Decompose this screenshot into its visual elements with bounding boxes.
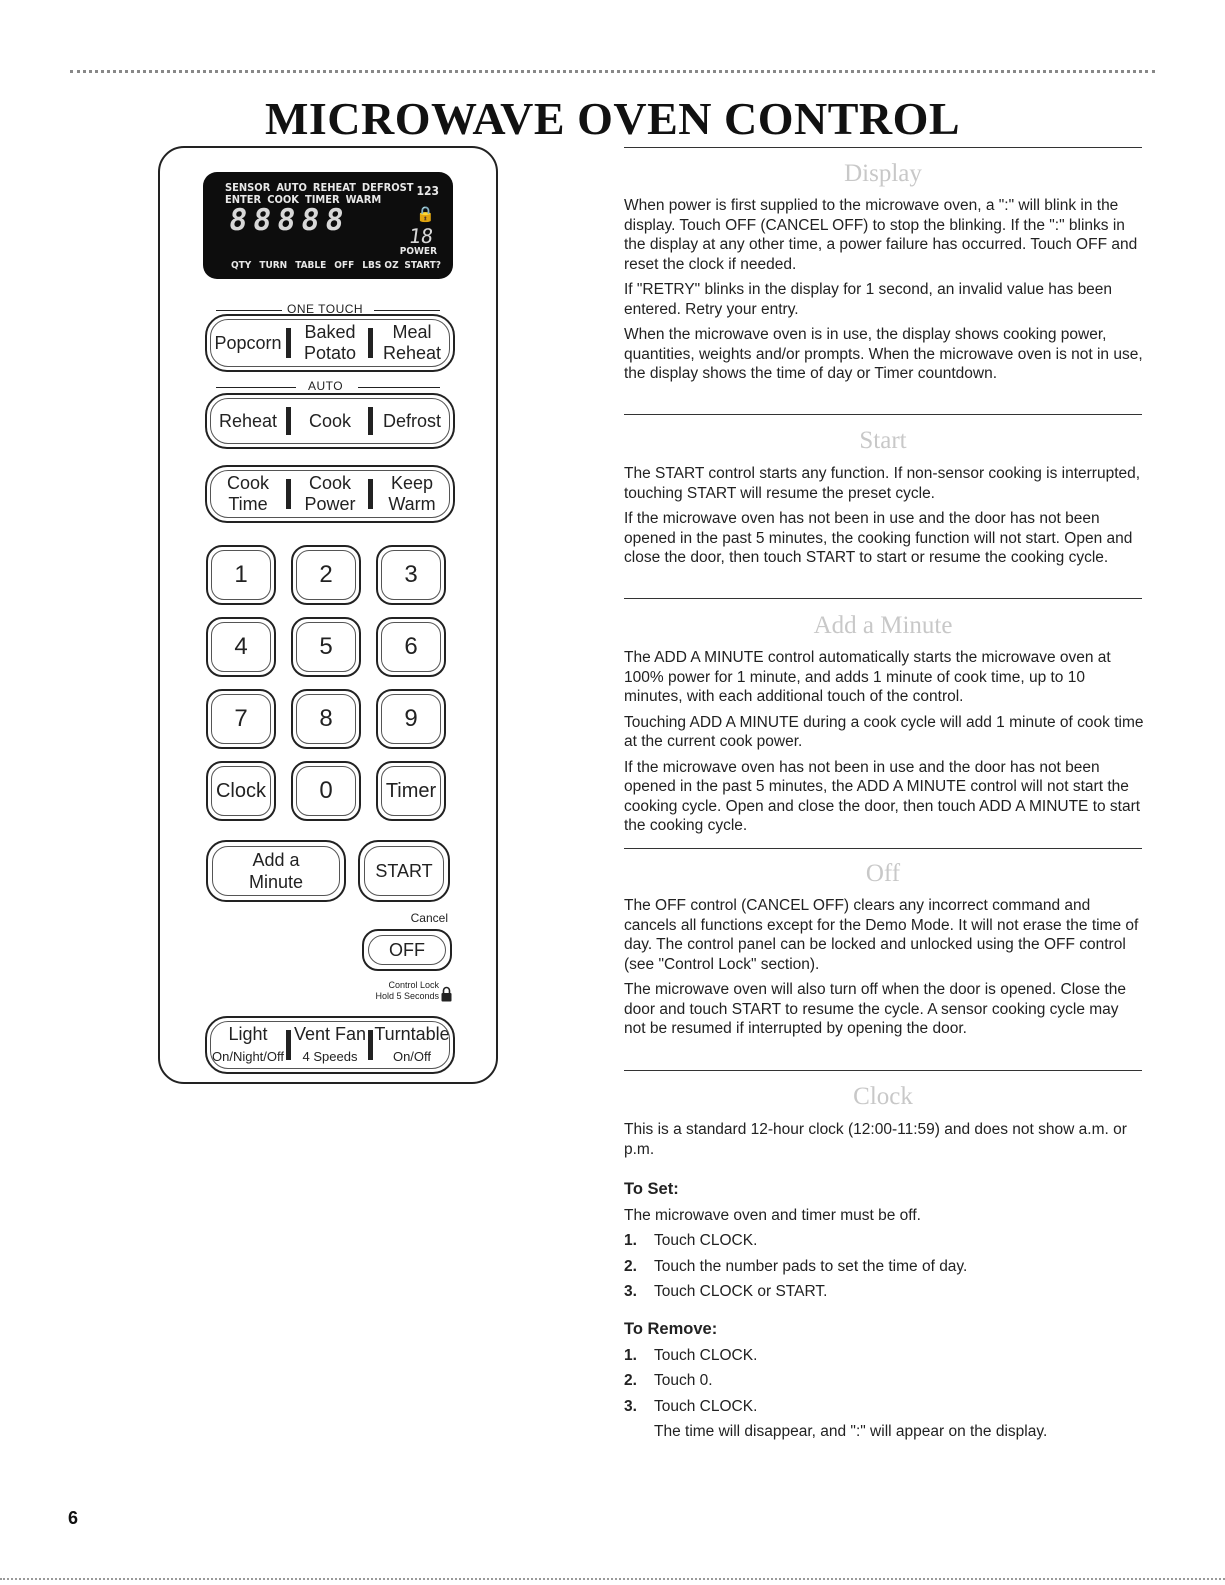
baked-potato-button[interactable] [289,316,371,370]
clock-paragraph-1: This is a standard 12-hour clock (12:00-11:59) and does not show a.m. or p.m. [624,1121,1127,1158]
start-section [624,464,1144,574]
timer-button[interactable] [376,761,446,821]
key-7-label: 7 [234,705,248,732]
display-label-warm: WARM [345,193,382,206]
display-label-start: START? [404,260,441,271]
off-paragraph-1: The OFF control (CANCEL OFF) clears any incorrect command and cancels all functions except for the Demo Mode. It will not erase the time of day. The control panel can be locked and unlocked using the OFF control (see "Control Lock" section). [624,897,1139,973]
key-2-label: 2 [319,561,333,588]
light-label: Light [228,1024,268,1044]
key-2-button[interactable] [291,545,361,605]
key-9-label: 9 [404,705,418,732]
add-a-label: Add a [252,850,300,870]
cook-time-label-2: Time [228,494,268,514]
turntable-button[interactable] [371,1018,453,1072]
add-minute-section [624,648,1144,842]
baked-label: Baked [304,322,356,342]
display-paragraph-2: If "RETRY" blinks in the display for 1 second, an invalid value has been entered. Retry your entry. [624,281,1113,318]
bottom-controls-group [205,1016,455,1074]
add-minute-paragraph-2: Touching ADD A MINUTE during a cook cycle will add 1 minute of cook time at the current cook power. [624,713,1144,750]
step-text: Touch the number pads to set the time of day. [654,1257,968,1275]
display-paragraph-3: When the microwave oven is in use, the display shows cooking power, quantities, weights and/or prompts. When the microwave oven is not in use, the display shows the time of day or Timer countdown. [624,326,1143,382]
auto-cook-label: Cook [308,410,352,431]
display-label-timer: TIMER [304,193,340,206]
auto-cook-button[interactable] [289,395,371,447]
cook-time-button[interactable] [207,467,289,521]
step-text: Touch CLOCK or START. [654,1283,828,1300]
display-label-cook: COOK [267,193,299,206]
clock-heading: Clock [853,1083,913,1110]
display-section [624,196,1144,390]
light-modes-label: On/Night/Off [211,1049,284,1064]
list-item [624,1371,1144,1391]
page-number: 6 [68,1508,79,1528]
key-1-button[interactable] [206,545,276,605]
section-rule-start [624,414,1142,415]
display-label-turn: TURN [259,260,288,271]
vent-fan-label: Vent Fan [293,1024,367,1044]
step-text: Touch CLOCK. [654,1346,758,1364]
auto-group [205,393,455,449]
light-button[interactable] [207,1018,289,1072]
to-remove-heading: To Remove: [624,1320,718,1338]
step-number: 1. [624,1232,637,1249]
to-set-intro: The microwave oven and timer must be off. [624,1206,921,1224]
list-item [624,1257,1144,1277]
add-minute-heading: Add a Minute [813,612,953,639]
start-paragraph-1: The START control starts any function. If non-sensor cooking is interrupted, touching START will resume the preset cycle. [624,465,1141,502]
page-title: MICROWAVE OVEN CONTROL [264,93,961,144]
minute-label: Minute [248,872,304,892]
clock-to-remove [624,1320,1144,1448]
panel-display [203,172,453,279]
list-item [624,1282,1144,1302]
key-3-button[interactable] [376,545,446,605]
list-item [624,1231,1144,1251]
key-5-label: 5 [319,633,333,660]
start-label: START [375,861,433,881]
key-6-label: 6 [404,633,418,660]
add-a-minute-button[interactable] [206,840,346,902]
start-heading: Start [859,427,907,454]
list-item [624,1346,1144,1366]
reheat-label: Reheat [382,343,442,363]
auto-rule-left [216,387,296,388]
display-label-sensor: SENSOR [225,181,271,194]
display-row1 [225,182,420,193]
cook-power-label-2: Power [304,494,356,514]
display-label-enter: ENTER [225,193,262,206]
auto-defrost-label: Defrost [382,410,442,431]
meal-reheat-button[interactable] [371,316,453,370]
clock-section [624,1120,1144,1165]
clock-to-set [624,1180,1144,1308]
top-dotted-rule [70,70,1155,73]
auto-defrost-button[interactable] [371,395,453,447]
lock-icon: 🔒 [416,205,435,223]
key-3-label: 3 [404,561,418,588]
display-label-qty: QTY [231,260,252,271]
display-row3 [231,260,407,271]
display-digits: 88888 [226,203,352,238]
section-rule-off [624,848,1142,849]
turntable-label: Turntable [374,1024,450,1044]
display-label-reheat: REHEAT [312,181,356,194]
potato-label: Potato [303,343,357,363]
section-rule-add-minute [624,598,1142,599]
cook-power-button[interactable] [289,467,371,521]
step-text: Touch CLOCK. [654,1232,758,1249]
hold-seconds-label: Hold 5 Seconds [375,991,439,1001]
off-section [624,896,1144,1045]
to-set-steps [624,1231,1144,1302]
timer-label: Timer [385,779,437,802]
display-paragraph-1: When power is first supplied to the microwave oven, a ":" will blink in the display. Touch OFF (CANCEL OFF) to stop the blinking. If the ":" blinks in the display at any other time, a power failure has occurred. Touch OFF and reset the clock if needed. [624,197,1138,273]
step-text: Touch 0. [654,1372,713,1389]
clock-button[interactable] [206,761,276,821]
cook-settings-group [205,465,455,523]
one-touch-group [205,314,455,372]
add-minute-paragraph-3: If the microwave oven has not been in use and the door has not been opened in the past 5 minutes, the ADD A MINUTE control will not start the cooking cycle. Open and close the door, then touch ADD A MINUTE to start the cooking cycle. [624,758,1141,834]
keep-warm-label-2: Warm [388,494,436,514]
key-4-label: 4 [234,633,248,660]
key-8-label: 8 [319,705,333,732]
display-label-table: TABLE [295,260,327,271]
section-rule-display [624,147,1142,148]
list-item [624,1397,1144,1417]
key-4-button[interactable] [206,617,276,677]
display-heading: Display [844,160,922,187]
bottom-dotted-rule [0,1578,1225,1580]
turntable-onoff-label: On/Off [392,1049,432,1064]
keep-warm-button[interactable] [371,467,453,521]
display-label-off: OFF [334,260,355,271]
step-text: Touch CLOCK. [654,1397,758,1415]
key-6-button[interactable] [376,617,446,677]
auto-label: AUTO [308,379,344,393]
display-label-auto: AUTO [276,181,307,194]
display-label-lbs-oz: LBS OZ [362,260,399,271]
padlock-icon [441,986,452,1002]
step-number: 3. [624,1283,637,1300]
popcorn-label: Popcorn [214,332,282,353]
one-touch-rule-right [374,310,440,311]
step-number: 1. [624,1346,637,1364]
auto-reheat-button[interactable] [207,395,289,447]
off-label: OFF [389,940,425,960]
cancel-label: Cancel [410,911,448,925]
one-touch-rule-left [216,310,282,311]
one-touch-label: ONE TOUCH [287,302,364,316]
key-8-button[interactable] [291,689,361,749]
step-number: 2. [624,1372,637,1389]
clock-label: Clock [215,779,266,802]
off-paragraph-2: The microwave oven will also turn off when the door is opened. Close the door and touch START to resume the cycle. A sensor cooking cycle may not be resumed if interrupted by opening the door. [624,981,1127,1037]
vent-speeds-label: 4 Speeds [302,1049,358,1064]
vent-fan-button[interactable] [289,1018,371,1072]
popcorn-button[interactable] [207,316,289,370]
start-paragraph-2: If the microwave oven has not been in use and the door has not been opened in the past 5 minutes, the cooking function will not start. Open and close the door, then touch START to start or resume the cooking cycle. [624,510,1133,566]
cook-power-label-1: Cook [308,473,352,493]
to-remove-note: The time will disappear, and ":" will appear on the display. [654,1423,1048,1440]
key-9-button[interactable] [376,689,446,749]
meal-label: Meal [392,322,432,342]
to-remove-steps [624,1346,1144,1417]
auto-rule-right [358,387,440,388]
section-rule-clock [624,1070,1142,1071]
start-button[interactable] [358,840,450,902]
keep-warm-label-1: Keep [390,473,434,493]
key-5-button[interactable] [291,617,361,677]
display-small-digit: 18 [407,224,435,248]
key-7-button[interactable] [206,689,276,749]
cook-time-label-1: Cook [226,473,270,493]
off-heading: Off [865,860,901,887]
display-label-defrost: DEFROST [361,181,414,194]
display-indicator-boxes: 123 [416,184,439,198]
control-lock-label: Control Lock [388,980,439,990]
display-label-power: POWER [399,246,437,257]
control-lock-note [336,980,439,1002]
off-button[interactable] [362,929,452,971]
auto-reheat-label: Reheat [218,410,278,431]
key-0-button[interactable] [291,761,361,821]
add-minute-paragraph-1: The ADD A MINUTE control automatically starts the microwave oven at 100% power for 1 minute, and adds 1 minute of cook time, up to 10 minutes, with each additional touch of the control. [624,649,1111,705]
key-1-label: 1 [234,561,248,588]
to-set-heading: To Set: [624,1180,679,1198]
key-0-label: 0 [319,777,333,804]
step-number: 3. [624,1397,637,1415]
step-number: 2. [624,1257,637,1275]
